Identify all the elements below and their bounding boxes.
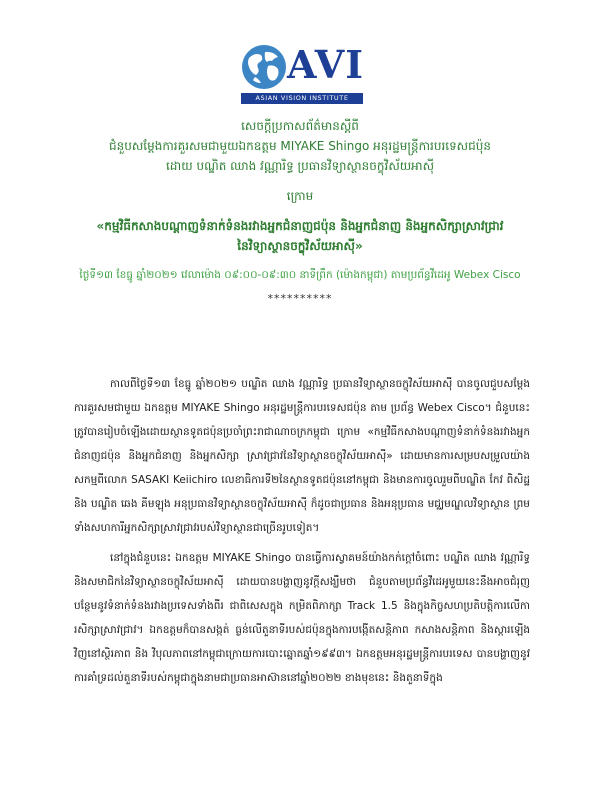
section-separator: ********** bbox=[267, 292, 333, 305]
program-title-line-1: «កម្មវិធីកសាងបណ្តាញទំនាក់ទំនងរវាងអ្នកជំនាញជប៉ុន និងអ្នកជំនាញ និងអ្នកសិក្សាស្រាវជ្រាវ bbox=[96, 219, 504, 233]
paragraph-line: ធ្ងន់លើតួនាទីរបស់ជប៉ុនក្នុងការបង្កើតសន្តិភាព កសាងសន្តិភាព និងស្តារឡើងវិញនៅស្ថិរភាព និង bbox=[74, 624, 530, 660]
paragraph-line: ស្រាវជ្រាវនៃវិទ្យាស្ថានចក្ខុវិស័យអាស៊ី» ដោយមានការសម្របសម្រួលយ៉ាងសកម្មពីលោក SASAKI bbox=[74, 450, 530, 486]
release-body bbox=[74, 372, 530, 696]
release-heading: សេចក្តីប្រកាសព័ត៌មានស្តីពី bbox=[241, 119, 359, 133]
globe-icon bbox=[241, 44, 287, 90]
release-header bbox=[60, 116, 540, 305]
paragraph-line: បណ្ឌិត ឆេង គីមឡុង អនុប្រធានវិទ្យាស្ថានចក្ខុវិស័យអាស៊ី ក៏ដូចជាប្រធាន និងអនុប្រធាន bbox=[91, 498, 428, 510]
paragraph-line: កាលពីថ្ងៃទី១៣ ខែធ្នូ ឆ្នាំ២០២១ បណ្ឌិត ឈាង វណ្ណារិទ្ធ ប្រធានវិទ្យាស្ថានចក្ខុវិស័យអាស៊ី bbox=[110, 378, 457, 390]
event-date-time: ថ្ងៃទី១៣ ខែធ្នូ ឆ្នាំ២០២១ វេលាម៉ោង ០៩:០០-០៩:៣០ នាទីព្រឹក (ម៉ោងកម្ពុជា) តាមប្រព័ន្ធវីដេអូ Webex Cisco bbox=[79, 269, 521, 281]
paragraph-line: មជ្ឈមណ្ឌលវិទ្យាស្ថាន ព្រមទាំងសហការីអ្នកសិក្សាស្រាវជ្រាវរបស់វិទ្យាស្ថានជាច្រើនរូបទៀត។ bbox=[74, 498, 530, 534]
paragraph-line: ការគាំទ្រដល់តួនាទីរបស់កម្ពុជាក្នុងនាមជាប្រធានអាស៊ាននៅឆ្នាំ២០២២ ខាងមុខនេះ និងតួនាទីក្នុង bbox=[74, 672, 443, 684]
paragraph-line: កម្រិតពិភាក្សា Track 1.5 និងក្នុងកិច្ចសហប្រតិបត្តិការលើការសិក្សាស្រាវជ្រាវ។ ឯកឧត្តមក៏បានសង្កត់ bbox=[74, 600, 530, 636]
paragraph-line: បានចូលជួបសម្តែងការគួរសមជាមួយ ឯកឧត្តម MIYAKE Shingo អនុរដ្ឋមន្ត្រីការបរទេសជប៉ុន តាម bbox=[74, 378, 530, 414]
paragraph-line: Keiichiro លេខាធិការទី២នៃស្ថានទូតជប៉ុននៅកម្ពុជា និងមានការចូលរួមពីបណ្ឌិត កែវ ពិសិដ្ឋ និង bbox=[74, 474, 530, 510]
avi-logo bbox=[241, 38, 364, 108]
release-under-label: ក្រោម bbox=[286, 189, 314, 203]
logo-tagline: ASIAN VISION INSTITUTE bbox=[241, 93, 363, 104]
logo-wordmark: AVI bbox=[287, 42, 364, 87]
program-title-line-2: នៃវិទ្យាស្ថានចក្ខុវិស័យអាស៊ី» bbox=[237, 239, 363, 253]
paragraph-line: នៅក្នុងជំនួបនេះ ឯកឧត្តម MIYAKE Shingo បានធ្វើការស្វាគមន៍យ៉ាងកក់ក្តៅចំពោះ bbox=[110, 552, 444, 564]
paragraph-line: ប្រព័ន្ធ Webex Cisco។ ជំនួបនេះត្រូវបានរៀបចំឡើងដោយស្ថានទូតជប៉ុនប្រចាំព្រះរាជាណាចក្រកម្ពុជា bbox=[74, 402, 530, 438]
paragraph-line: បណ្ឌិត ឈាង វណ្ណារិទ្ធ និងសមាជិកនៃវិទ្យាស្ថានចក្ខុវិស័យអាស៊ី ដោយបានបង្ហាញនូវក្តីសង្ឃឹមថា bbox=[74, 552, 530, 588]
paragraph-line: ក្រោម «កម្មវិធីកសាងបណ្តាញទំនាក់ទំនងរវាងអ្នកជំនាញជប៉ុន និងអ្នកជំនាញ និងអ្នកសិក្សា bbox=[74, 426, 530, 462]
paragraph-line: ជំនួបតាមប្រព័ន្ធវីដេអូមួយនេះនឹងអាចជំរុញបន្ថែមនូវទំនាក់ទំនងរវាងប្រទេសទាំងពីរ ជាពិសេសក្នុង bbox=[74, 576, 530, 612]
paragraph-1 bbox=[74, 372, 530, 540]
paragraph-line: វិបុលភាពនៅកម្ពុជាក្រោយការបោះឆ្នោតឆ្នាំ១៩៩៣។ ឯកឧត្តមអនុរដ្ឋមន្ត្រីការបរទេស បានបង្ហាញនូវ bbox=[152, 648, 530, 660]
paragraph-2 bbox=[74, 546, 530, 690]
release-title-line-2: ដោយ បណ្ឌិត ឈាង វណ្ណារិទ្ធ ប្រធានវិទ្យាស្ថានចក្ខុវិស័យអាស៊ី bbox=[165, 159, 435, 173]
release-title-line-1: ជំនួបសម្តែងការគួរសមជាមួយឯកឧត្តម MIYAKE Shingo អនុរដ្ឋមន្ត្រីការបរទេសជប៉ុន bbox=[109, 139, 491, 153]
